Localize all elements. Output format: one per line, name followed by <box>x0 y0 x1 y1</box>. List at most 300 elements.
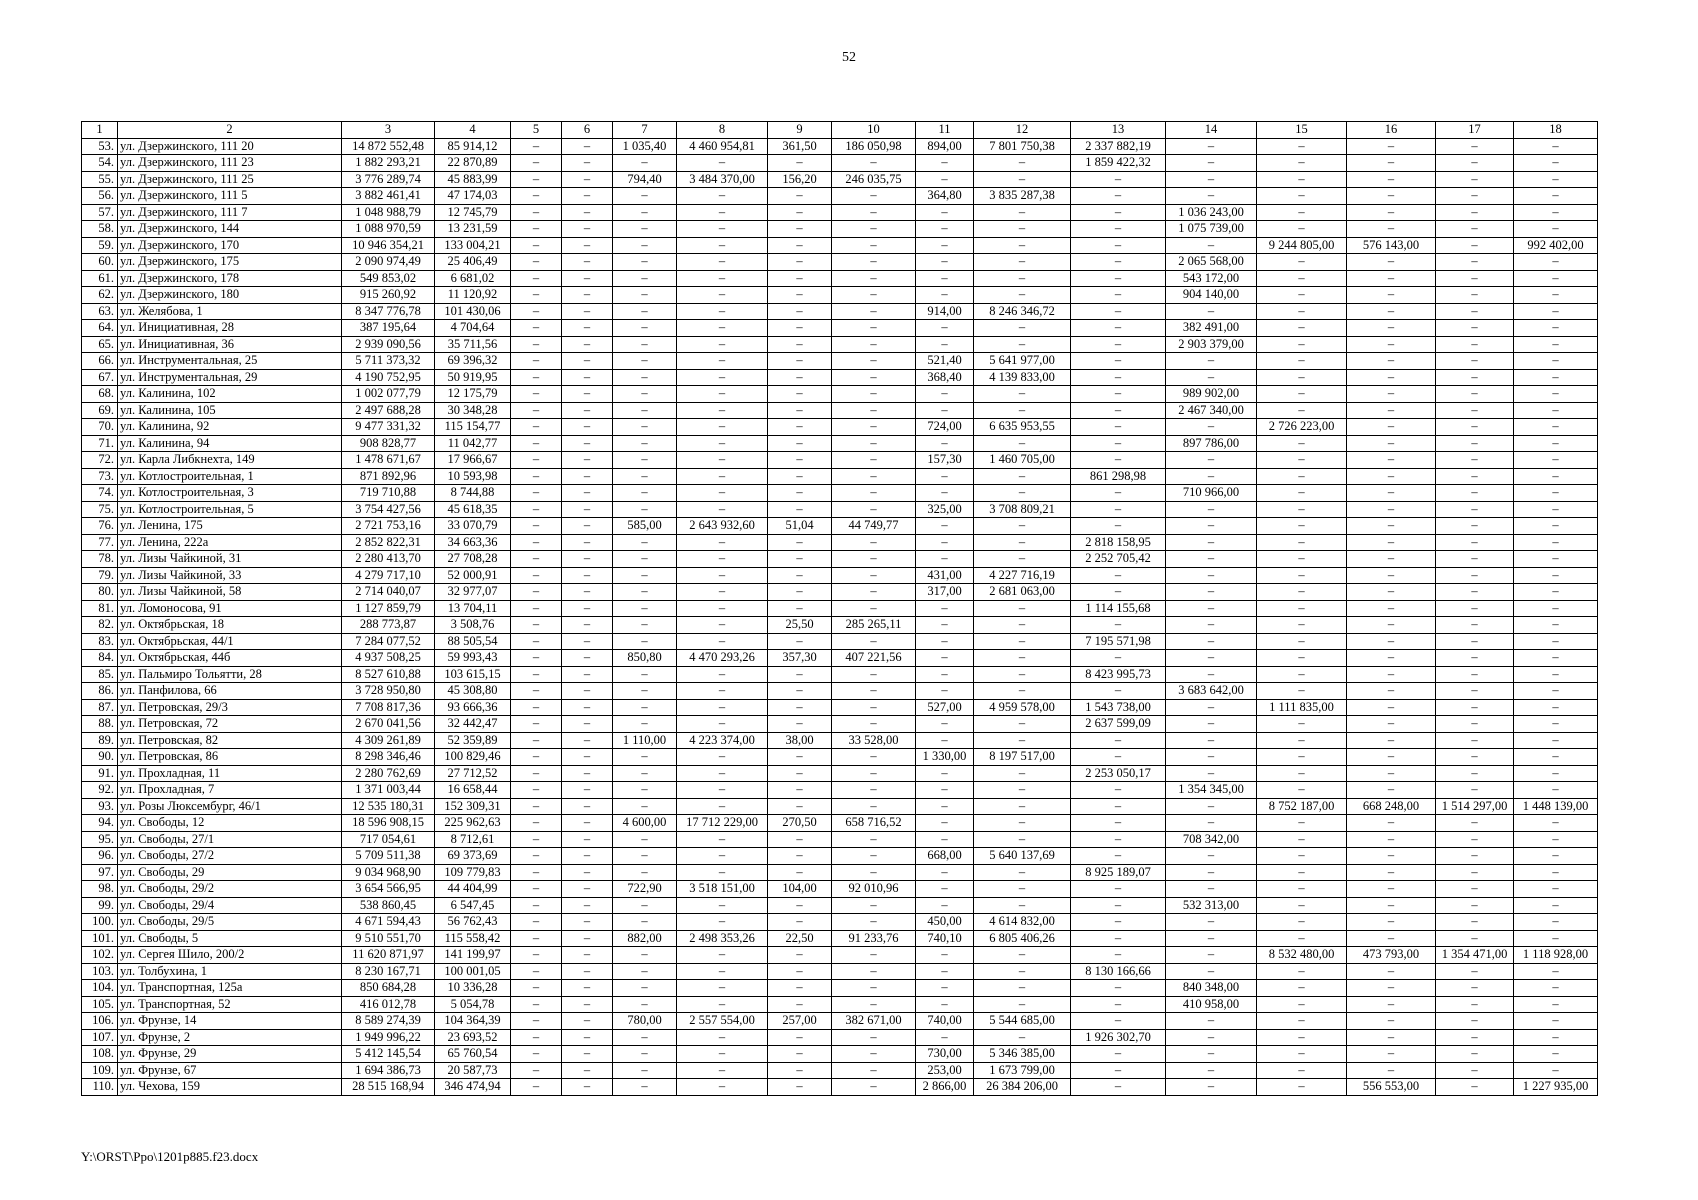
value-cell: – <box>562 353 613 370</box>
value-cell: – <box>562 617 613 634</box>
value-cell: – <box>1347 1062 1436 1079</box>
value-cell: – <box>768 1079 832 1096</box>
value-cell: – <box>1166 188 1257 205</box>
table-row <box>82 1062 1598 1079</box>
value-cell: – <box>1514 782 1598 799</box>
value-cell: – <box>768 1029 832 1046</box>
value-cell: 794,40 <box>613 171 677 188</box>
value-cell: – <box>1166 237 1257 254</box>
value-cell: – <box>1514 567 1598 584</box>
value-cell: 556 553,00 <box>1347 1079 1436 1096</box>
table-row <box>82 303 1598 320</box>
value-cell: 93 666,36 <box>435 699 511 716</box>
row-number-cell: 110. <box>82 1079 118 1096</box>
value-cell: – <box>613 501 677 518</box>
address-cell: ул. Сергея Шило, 200/2 <box>118 947 342 964</box>
value-cell: – <box>1347 930 1436 947</box>
value-cell: 11 120,92 <box>435 287 511 304</box>
value-cell: 14 872 552,48 <box>342 138 435 155</box>
row-number-cell: 66. <box>82 353 118 370</box>
value-cell: 549 853,02 <box>342 270 435 287</box>
column-header: 3 <box>342 122 435 139</box>
value-cell: 23 693,52 <box>435 1029 511 1046</box>
value-cell: – <box>677 633 768 650</box>
value-cell: – <box>974 963 1071 980</box>
value-cell: – <box>677 501 768 518</box>
value-cell: – <box>677 963 768 980</box>
address-cell: ул. Калинина, 105 <box>118 402 342 419</box>
value-cell: 50 919,95 <box>435 369 511 386</box>
value-cell: – <box>562 336 613 353</box>
value-cell: – <box>511 716 562 733</box>
value-cell: – <box>677 188 768 205</box>
value-cell: 1 035,40 <box>613 138 677 155</box>
value-cell: 4 309 261,89 <box>342 732 435 749</box>
address-cell: ул. Петровская, 72 <box>118 716 342 733</box>
value-cell: 4 704,64 <box>435 320 511 337</box>
table-row <box>82 188 1598 205</box>
value-cell: 85 914,12 <box>435 138 511 155</box>
value-cell: – <box>677 683 768 700</box>
address-cell: ул. Свободы, 12 <box>118 815 342 832</box>
value-cell: – <box>677 419 768 436</box>
value-cell: 3 518 151,00 <box>677 881 768 898</box>
value-cell: – <box>1257 633 1347 650</box>
value-cell: – <box>1347 386 1436 403</box>
address-cell: ул. Ленина, 222а <box>118 534 342 551</box>
table-header <box>82 122 1598 139</box>
table-row <box>82 1029 1598 1046</box>
value-cell: – <box>1347 600 1436 617</box>
value-cell: – <box>832 551 916 568</box>
value-cell: 8 197 517,00 <box>974 749 1071 766</box>
value-cell: – <box>1071 749 1166 766</box>
address-cell: ул. Панфилова, 66 <box>118 683 342 700</box>
table-body <box>82 138 1598 1095</box>
value-cell: – <box>1257 336 1347 353</box>
value-cell: – <box>562 666 613 683</box>
value-cell: – <box>832 600 916 617</box>
value-cell: – <box>1436 963 1514 980</box>
row-number-cell: 109. <box>82 1062 118 1079</box>
row-number-cell: 85. <box>82 666 118 683</box>
value-cell: – <box>1514 303 1598 320</box>
value-cell: – <box>1347 897 1436 914</box>
value-cell: – <box>511 963 562 980</box>
value-cell: – <box>1166 765 1257 782</box>
page-number: 52 <box>842 50 856 65</box>
value-cell: – <box>511 303 562 320</box>
value-cell: 25,50 <box>768 617 832 634</box>
value-cell: – <box>613 980 677 997</box>
value-cell: – <box>562 303 613 320</box>
value-cell: 8 712,61 <box>435 831 511 848</box>
value-cell: – <box>916 270 974 287</box>
value-cell: 103 615,15 <box>435 666 511 683</box>
value-cell: – <box>511 534 562 551</box>
address-cell: ул. Дзержинского, 178 <box>118 270 342 287</box>
value-cell: – <box>562 699 613 716</box>
value-cell: – <box>974 254 1071 271</box>
value-cell: 2 557 554,00 <box>677 1013 768 1030</box>
table-row <box>82 864 1598 881</box>
value-cell: 17 966,67 <box>435 452 511 469</box>
value-cell: – <box>677 353 768 370</box>
value-cell: 2 726 223,00 <box>1257 419 1347 436</box>
value-cell: – <box>562 188 613 205</box>
value-cell: 8 246 346,72 <box>974 303 1071 320</box>
value-cell: 27 712,52 <box>435 765 511 782</box>
value-cell: – <box>1071 320 1166 337</box>
value-cell: – <box>511 897 562 914</box>
value-cell: – <box>1257 765 1347 782</box>
value-cell: – <box>613 897 677 914</box>
value-cell: – <box>1071 617 1166 634</box>
value-cell: – <box>1347 303 1436 320</box>
value-cell: – <box>974 600 1071 617</box>
value-cell: 1 227 935,00 <box>1514 1079 1598 1096</box>
address-cell: ул. Котлостроительная, 1 <box>118 468 342 485</box>
value-cell: – <box>916 386 974 403</box>
value-cell: – <box>832 848 916 865</box>
value-cell: 2 497 688,28 <box>342 402 435 419</box>
value-cell: 5 054,78 <box>435 996 511 1013</box>
value-cell: – <box>1436 881 1514 898</box>
value-cell: 104 364,39 <box>435 1013 511 1030</box>
value-cell: – <box>613 947 677 964</box>
value-cell: – <box>677 320 768 337</box>
value-cell: – <box>511 650 562 667</box>
value-cell: 1 048 988,79 <box>342 204 435 221</box>
value-cell: 3 484 370,00 <box>677 171 768 188</box>
value-cell: – <box>974 798 1071 815</box>
value-cell: 65 760,54 <box>435 1046 511 1063</box>
value-cell: – <box>768 188 832 205</box>
row-number-cell: 70. <box>82 419 118 436</box>
value-cell: – <box>1257 138 1347 155</box>
value-cell: 861 298,98 <box>1071 468 1166 485</box>
value-cell: – <box>1257 650 1347 667</box>
value-cell: – <box>916 782 974 799</box>
value-cell: – <box>511 1046 562 1063</box>
value-cell: – <box>562 1013 613 1030</box>
table-row <box>82 1079 1598 1096</box>
column-header: 4 <box>435 122 511 139</box>
value-cell: – <box>1436 270 1514 287</box>
value-cell: – <box>511 1013 562 1030</box>
value-cell: – <box>1514 617 1598 634</box>
value-cell: – <box>916 221 974 238</box>
table-row <box>82 254 1598 271</box>
value-cell: – <box>832 188 916 205</box>
value-cell: – <box>974 320 1071 337</box>
table-row <box>82 765 1598 782</box>
value-cell: – <box>768 386 832 403</box>
value-cell: – <box>1166 798 1257 815</box>
value-cell: – <box>1436 914 1514 931</box>
value-cell: – <box>613 617 677 634</box>
value-cell: – <box>1436 765 1514 782</box>
value-cell: – <box>677 666 768 683</box>
value-cell: – <box>916 765 974 782</box>
value-cell: 288 773,87 <box>342 617 435 634</box>
address-cell: ул. Прохладная, 7 <box>118 782 342 799</box>
value-cell: – <box>1257 204 1347 221</box>
value-cell: – <box>562 468 613 485</box>
value-cell: – <box>768 749 832 766</box>
table-row <box>82 633 1598 650</box>
value-cell: 1 036 243,00 <box>1166 204 1257 221</box>
value-cell: 364,80 <box>916 188 974 205</box>
value-cell: – <box>974 716 1071 733</box>
value-cell: – <box>1514 270 1598 287</box>
value-cell: 4 139 833,00 <box>974 369 1071 386</box>
row-number-cell: 106. <box>82 1013 118 1030</box>
value-cell: 11 620 871,97 <box>342 947 435 964</box>
value-cell: – <box>1166 749 1257 766</box>
value-cell: – <box>1436 237 1514 254</box>
value-cell: – <box>1436 353 1514 370</box>
table-row <box>82 534 1598 551</box>
value-cell: – <box>511 1062 562 1079</box>
value-cell: – <box>768 914 832 931</box>
value-cell: – <box>1347 617 1436 634</box>
address-cell: ул. Свободы, 29 <box>118 864 342 881</box>
value-cell: – <box>1347 402 1436 419</box>
value-cell: 91 233,76 <box>832 930 916 947</box>
value-cell: – <box>1166 303 1257 320</box>
value-cell: 585,00 <box>613 518 677 535</box>
table-row <box>82 798 1598 815</box>
table-row <box>82 716 1598 733</box>
value-cell: – <box>562 732 613 749</box>
address-cell: ул. Дзержинского, 111 7 <box>118 204 342 221</box>
value-cell: – <box>562 402 613 419</box>
value-cell: – <box>1166 518 1257 535</box>
value-cell: – <box>768 369 832 386</box>
value-cell: – <box>1347 1046 1436 1063</box>
column-header: 16 <box>1347 122 1436 139</box>
value-cell: – <box>1071 567 1166 584</box>
value-cell: – <box>916 287 974 304</box>
value-cell: – <box>832 287 916 304</box>
row-number-cell: 92. <box>82 782 118 799</box>
value-cell: 10 593,98 <box>435 468 511 485</box>
value-cell: – <box>562 386 613 403</box>
value-cell: – <box>1347 1029 1436 1046</box>
value-cell: – <box>511 155 562 172</box>
value-cell: – <box>511 914 562 931</box>
value-cell: – <box>1257 320 1347 337</box>
value-cell: – <box>1257 435 1347 452</box>
value-cell: – <box>1436 897 1514 914</box>
value-cell: 1 110,00 <box>613 732 677 749</box>
value-cell: – <box>1257 996 1347 1013</box>
value-cell: – <box>1257 1029 1347 1046</box>
value-cell: 1 448 139,00 <box>1514 798 1598 815</box>
value-cell: 10 946 354,21 <box>342 237 435 254</box>
table-row <box>82 518 1598 535</box>
value-cell: – <box>1257 1046 1347 1063</box>
value-cell: – <box>1347 831 1436 848</box>
value-cell: 317,00 <box>916 584 974 601</box>
value-cell: – <box>511 551 562 568</box>
row-number-cell: 61. <box>82 270 118 287</box>
value-cell: 7 284 077,52 <box>342 633 435 650</box>
column-header: 15 <box>1257 122 1347 139</box>
value-cell: – <box>511 369 562 386</box>
value-cell: 1 127 859,79 <box>342 600 435 617</box>
value-cell: 3 728 950,80 <box>342 683 435 700</box>
value-cell: – <box>974 815 1071 832</box>
value-cell: – <box>1347 501 1436 518</box>
value-cell: – <box>1347 848 1436 865</box>
value-cell: 45 883,99 <box>435 171 511 188</box>
table-row <box>82 369 1598 386</box>
value-cell: 730,00 <box>916 1046 974 1063</box>
value-cell: – <box>562 501 613 518</box>
table-row <box>82 683 1598 700</box>
row-number-cell: 89. <box>82 732 118 749</box>
value-cell: – <box>832 584 916 601</box>
value-cell: – <box>832 831 916 848</box>
value-cell: 9 244 805,00 <box>1257 237 1347 254</box>
value-cell: 1 088 970,59 <box>342 221 435 238</box>
value-cell: 543 172,00 <box>1166 270 1257 287</box>
value-cell: – <box>1514 534 1598 551</box>
value-cell: 253,00 <box>916 1062 974 1079</box>
value-cell: – <box>1166 353 1257 370</box>
row-number-cell: 102. <box>82 947 118 964</box>
value-cell: 10 336,28 <box>435 980 511 997</box>
value-cell: – <box>511 1029 562 1046</box>
value-cell: – <box>832 716 916 733</box>
value-cell: – <box>974 881 1071 898</box>
value-cell: – <box>916 633 974 650</box>
value-cell: 32 977,07 <box>435 584 511 601</box>
value-cell: 3 508,76 <box>435 617 511 634</box>
value-cell: 450,00 <box>916 914 974 931</box>
value-cell: – <box>832 897 916 914</box>
value-cell: 52 000,91 <box>435 567 511 584</box>
value-cell: – <box>974 732 1071 749</box>
value-cell: – <box>1071 1046 1166 1063</box>
value-cell: – <box>1347 320 1436 337</box>
value-cell: – <box>974 980 1071 997</box>
value-cell: – <box>613 188 677 205</box>
value-cell: – <box>1436 1046 1514 1063</box>
value-cell: – <box>1436 485 1514 502</box>
value-cell: – <box>768 485 832 502</box>
value-cell: – <box>1071 452 1166 469</box>
value-cell: 382 491,00 <box>1166 320 1257 337</box>
value-cell: – <box>677 914 768 931</box>
value-cell: 2 337 882,19 <box>1071 138 1166 155</box>
value-cell: – <box>974 534 1071 551</box>
value-cell: – <box>562 452 613 469</box>
value-cell: – <box>511 765 562 782</box>
value-cell: – <box>677 551 768 568</box>
value-cell: 27 708,28 <box>435 551 511 568</box>
value-cell: – <box>511 419 562 436</box>
value-cell: 156,20 <box>768 171 832 188</box>
value-cell: – <box>916 435 974 452</box>
value-cell: – <box>1257 518 1347 535</box>
value-cell: 4 959 578,00 <box>974 699 1071 716</box>
value-cell: – <box>974 402 1071 419</box>
value-cell: – <box>1436 501 1514 518</box>
value-cell: – <box>511 287 562 304</box>
value-cell: – <box>1347 864 1436 881</box>
value-cell: – <box>562 534 613 551</box>
value-cell: – <box>1347 980 1436 997</box>
value-cell: 5 640 137,69 <box>974 848 1071 865</box>
value-cell: – <box>768 947 832 964</box>
value-cell: – <box>974 666 1071 683</box>
value-cell: – <box>1436 369 1514 386</box>
value-cell: – <box>974 435 1071 452</box>
value-cell: – <box>1514 435 1598 452</box>
address-cell: ул. Дзержинского, 111 25 <box>118 171 342 188</box>
value-cell: – <box>1514 501 1598 518</box>
value-cell: 100 001,05 <box>435 963 511 980</box>
address-cell: ул. Петровская, 82 <box>118 732 342 749</box>
value-cell: – <box>613 567 677 584</box>
value-cell: – <box>677 996 768 1013</box>
value-cell: 368,40 <box>916 369 974 386</box>
value-cell: – <box>562 815 613 832</box>
value-cell: – <box>916 897 974 914</box>
value-cell: – <box>562 551 613 568</box>
value-cell: – <box>562 435 613 452</box>
value-cell: – <box>1436 666 1514 683</box>
value-cell: – <box>1166 815 1257 832</box>
address-cell: ул. Дзержинского, 111 23 <box>118 155 342 172</box>
value-cell: – <box>1514 1029 1598 1046</box>
value-cell: 361,50 <box>768 138 832 155</box>
value-cell: – <box>916 650 974 667</box>
value-cell: – <box>768 254 832 271</box>
value-cell: – <box>562 567 613 584</box>
value-cell: 30 348,28 <box>435 402 511 419</box>
table-row <box>82 155 1598 172</box>
value-cell: – <box>1514 831 1598 848</box>
address-cell: ул. Ломоносова, 91 <box>118 600 342 617</box>
value-cell: – <box>832 452 916 469</box>
value-cell: – <box>1257 254 1347 271</box>
value-cell: 3 835 287,38 <box>974 188 1071 205</box>
value-cell: – <box>562 881 613 898</box>
row-number-cell: 84. <box>82 650 118 667</box>
value-cell: – <box>613 1029 677 1046</box>
table-row <box>82 600 1598 617</box>
value-cell: – <box>1347 155 1436 172</box>
value-cell: – <box>1347 732 1436 749</box>
value-cell: – <box>974 782 1071 799</box>
value-cell: – <box>1347 468 1436 485</box>
column-header: 14 <box>1166 122 1257 139</box>
address-cell: ул. Дзержинского, 170 <box>118 237 342 254</box>
value-cell: – <box>1071 501 1166 518</box>
value-cell: 473 793,00 <box>1347 947 1436 964</box>
value-cell: 2 498 353,26 <box>677 930 768 947</box>
table-row <box>82 963 1598 980</box>
address-cell: ул. Октябрьская, 44б <box>118 650 342 667</box>
value-cell: – <box>511 221 562 238</box>
value-cell: – <box>613 287 677 304</box>
value-cell: – <box>677 848 768 865</box>
column-header: 18 <box>1514 122 1598 139</box>
